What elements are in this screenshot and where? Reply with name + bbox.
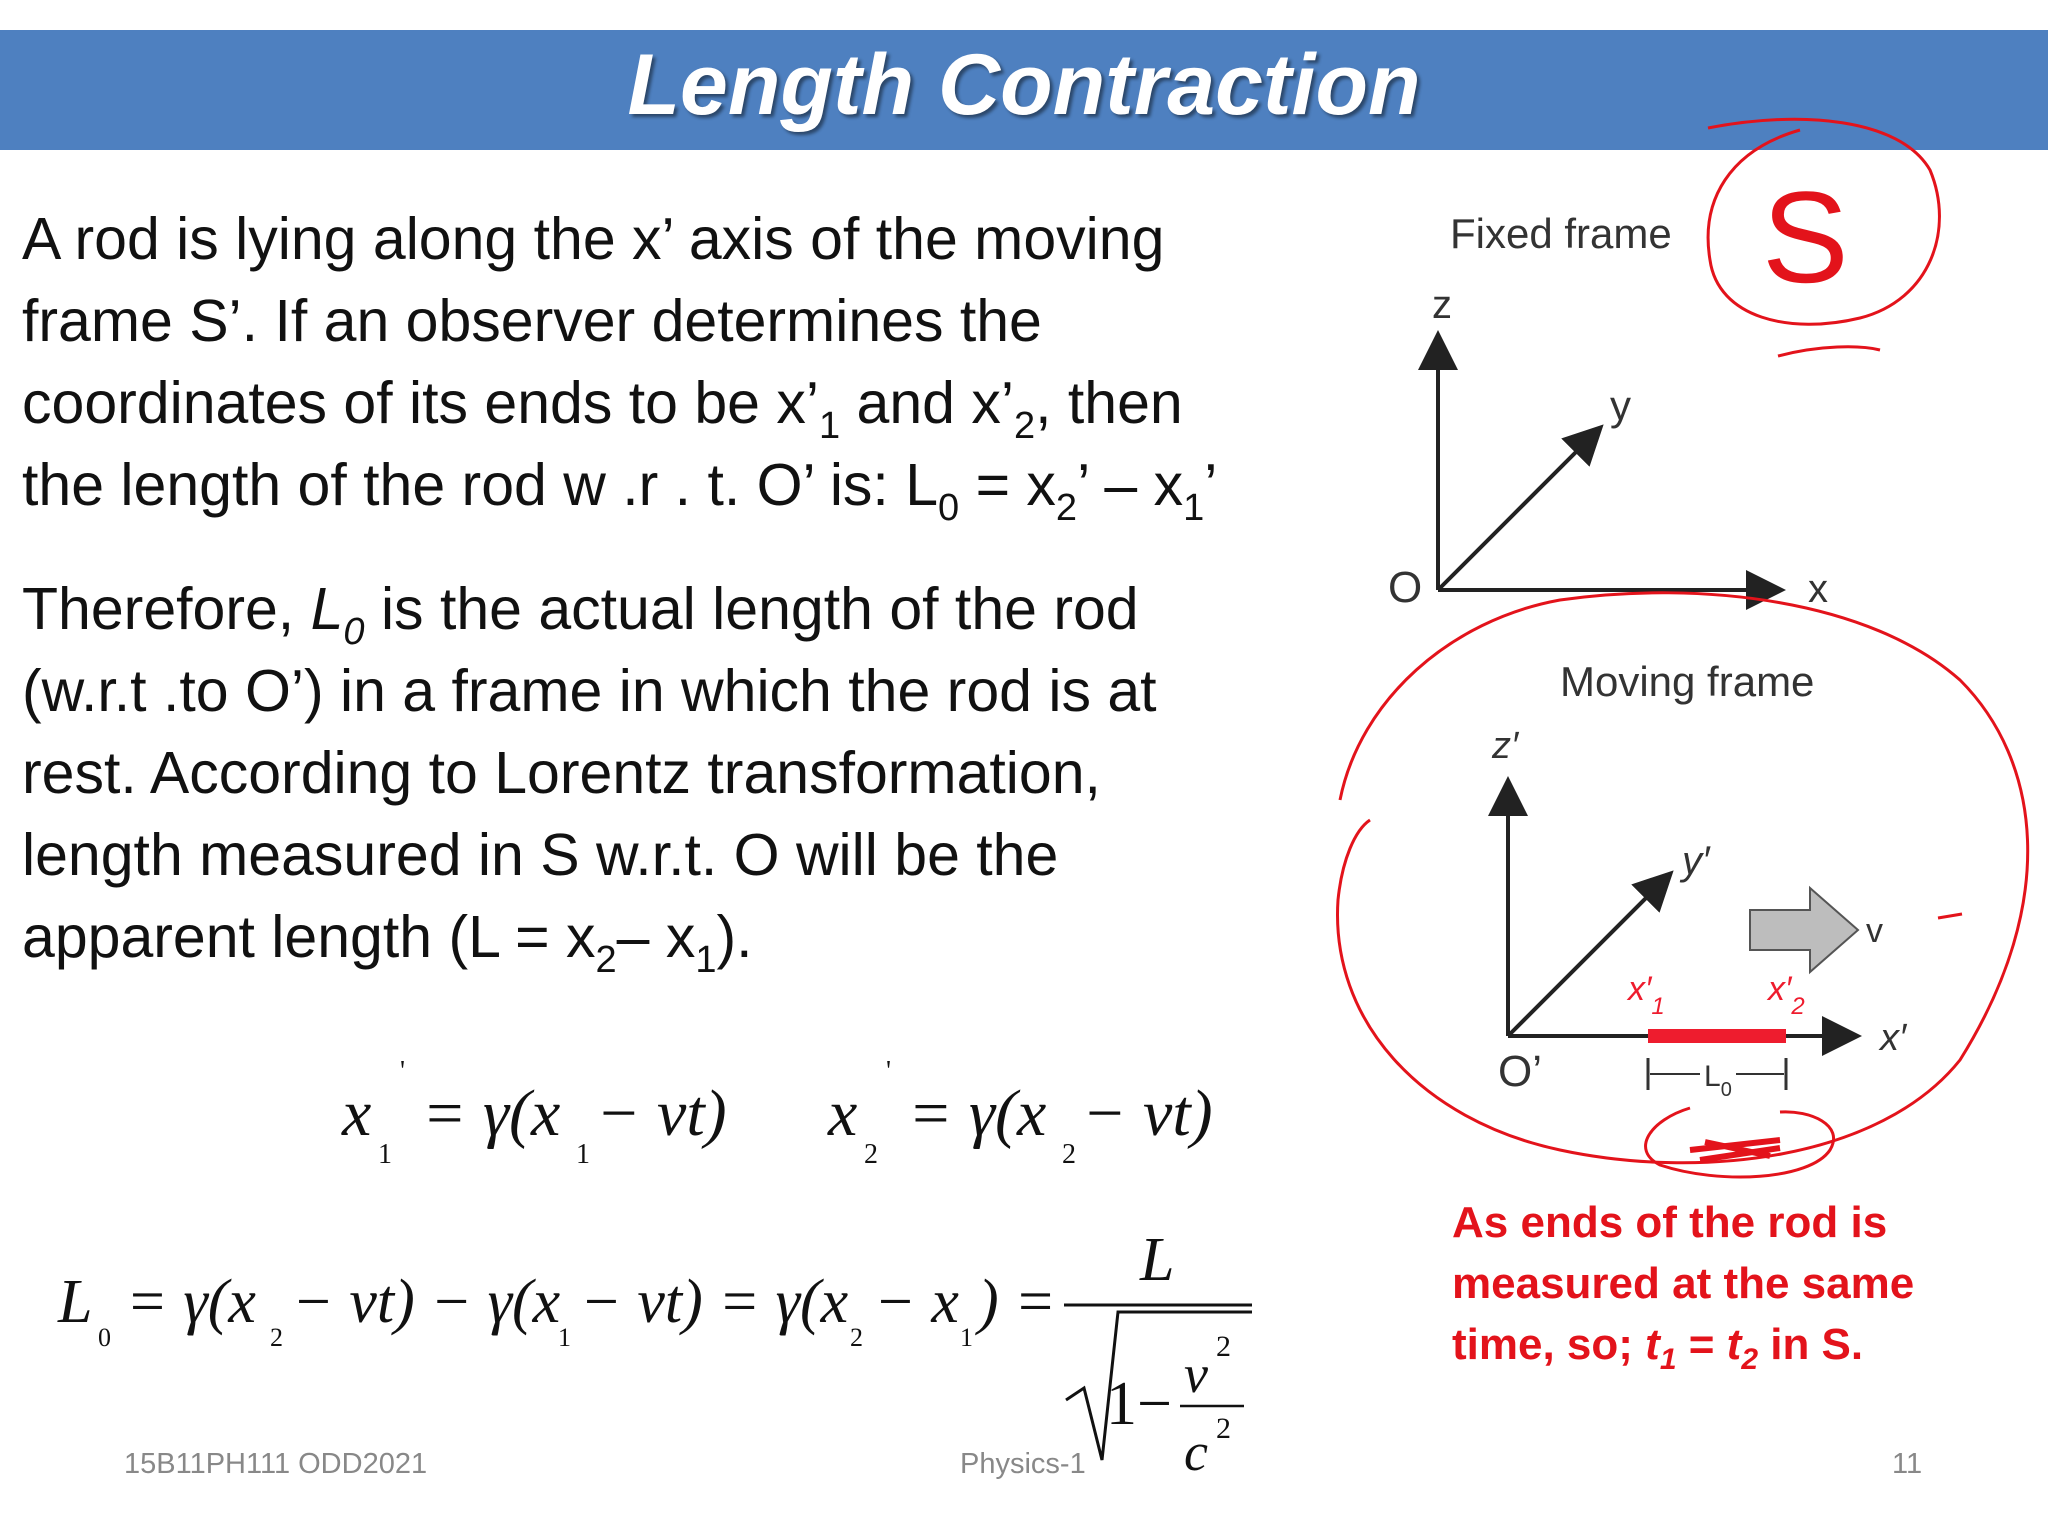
axis-y	[1438, 430, 1598, 590]
text-span: apparent length (L = x	[22, 904, 596, 970]
moving-frame-label: Moving frame	[1560, 658, 1815, 705]
label-subscript: 2	[1791, 993, 1805, 1020]
label-subscript: 1	[1651, 993, 1665, 1020]
eq-subscript: 1	[576, 1139, 590, 1170]
eq-term: ) =	[978, 1268, 1056, 1336]
eq-symbol: x	[828, 1077, 858, 1150]
footer-course: 15B11PH111 ODD2021	[124, 1448, 428, 1480]
subscript: 1	[818, 404, 841, 447]
text-span: coordinates of its ends to be x’	[22, 370, 819, 436]
eq-term: = γ(x	[908, 1077, 1047, 1150]
eq-symbol: c	[1184, 1422, 1208, 1482]
text-span: measured at the same	[1452, 1259, 1915, 1308]
subscript: 2	[1741, 1342, 1758, 1376]
text-span: = x	[959, 452, 1056, 518]
footer-page-number: 11	[1892, 1448, 1923, 1480]
eq-exponent: 2	[1216, 1412, 1231, 1445]
eq-subscript: 2	[864, 1139, 878, 1170]
length-l0-label	[1704, 1060, 1732, 1101]
label-text: x′	[1768, 970, 1792, 1008]
note-line	[1452, 1192, 1972, 1253]
origin-label-o: O	[1388, 563, 1423, 612]
axis-label-y-prime: y′	[1682, 839, 1710, 883]
velocity-arrow-icon	[1750, 888, 1858, 972]
slide-title: Length Contraction	[627, 37, 1421, 133]
text-span: (w.r.t .to O’) in a frame in which the rod is at	[22, 658, 1157, 724]
eq-subscript: 2	[270, 1323, 283, 1352]
subscript: 2	[595, 938, 617, 981]
text-span: ).	[716, 904, 753, 970]
label-text: L	[1704, 1060, 1721, 1093]
eq-symbol: v	[1184, 1344, 1208, 1404]
eq-term: 1−	[1106, 1370, 1172, 1438]
eq-symbol: x	[342, 1077, 372, 1150]
origin-label-o-prime: O’	[1498, 1047, 1542, 1096]
italic-symbol: t	[1726, 1320, 1742, 1369]
subscript: 1	[695, 938, 717, 981]
text-span: ’ – x	[1077, 452, 1184, 518]
eq-prime: '	[400, 1056, 406, 1087]
eq-subscript: 1	[960, 1323, 973, 1352]
text-span: – x	[616, 904, 696, 970]
annotation-dash	[1938, 914, 1962, 918]
velocity-label: v	[1866, 912, 1883, 950]
text-span: , then	[1035, 370, 1183, 436]
text-span: =	[1676, 1320, 1727, 1369]
axis-label-z: z	[1432, 283, 1452, 327]
eq-subscript: 1	[558, 1323, 571, 1352]
annotation-s: S	[1762, 164, 1849, 310]
label-subscript: 0	[1720, 1079, 1732, 1101]
text-span: the length of the rod w .r . t. O’ is: L	[22, 452, 939, 518]
eq-exponent: 2	[1216, 1330, 1231, 1363]
text-span: time, so;	[1452, 1320, 1646, 1369]
eq-subscript: 2	[1062, 1139, 1076, 1170]
eq-term: = γ(x	[126, 1268, 256, 1336]
subscript: 0	[343, 610, 365, 653]
eq-term: − vt)	[1082, 1077, 1213, 1150]
text-span: As ends of the rod is	[1452, 1198, 1888, 1247]
text-span: A rod is lying along the x’ axis of the moving	[22, 206, 1165, 272]
axis-label-x-prime: x′	[1880, 1017, 1907, 1059]
axis-label-z-prime: z′	[1492, 725, 1519, 767]
eq-subscript: 2	[850, 1323, 863, 1352]
eq-numerator: L	[1140, 1226, 1175, 1294]
eq-subscript: 1	[378, 1139, 392, 1170]
italic-symbol: L	[310, 576, 344, 642]
italic-symbol: t	[1645, 1320, 1660, 1369]
subscript: 1	[1183, 486, 1205, 529]
subscript: 0	[938, 486, 960, 529]
eq-symbol: L	[58, 1268, 93, 1336]
eq-term: − vt) − γ(x	[292, 1268, 561, 1336]
red-note	[1452, 1192, 1972, 1375]
note-line	[1452, 1253, 1972, 1314]
eq-prime: '	[886, 1056, 892, 1087]
note-line	[1452, 1314, 1972, 1375]
text-span: rest. According to Lorentz transformation,	[22, 740, 1101, 806]
rod-end-x2-label	[1766, 970, 1805, 1020]
text-span: is the actual length of the rod	[364, 576, 1139, 642]
subscript: 1	[1659, 1342, 1677, 1376]
axis-y-prime	[1508, 876, 1668, 1036]
eq-term: − vt) = γ(x	[580, 1268, 849, 1336]
text-span: in S.	[1758, 1320, 1864, 1369]
subscript: 2	[1055, 486, 1078, 529]
eq-term: = γ(x	[422, 1077, 561, 1150]
fixed-frame-label: Fixed frame	[1450, 210, 1672, 257]
text-span: and x’	[840, 370, 1014, 436]
handwritten-annotations	[1338, 119, 2028, 1177]
subscript: 2	[1013, 404, 1036, 447]
text-span: frame S’. If an observer determines the	[22, 288, 1042, 354]
eq-term: − vt)	[596, 1077, 727, 1150]
text-span: ’	[1204, 452, 1218, 518]
text-span: Therefore,	[22, 576, 311, 642]
axis-label-x: x	[1808, 567, 1828, 611]
eq-term: − x	[874, 1268, 959, 1336]
text-span: length measured in S w.r.t. O will be the	[22, 822, 1059, 888]
footer-subject: Physics-1	[960, 1448, 1086, 1480]
annotation-scribble	[1690, 1140, 1780, 1160]
label-text: x′	[1628, 970, 1652, 1008]
eq-subscript: 0	[98, 1323, 111, 1352]
axis-label-y: y	[1610, 382, 1631, 429]
rod-end-x1-label	[1626, 970, 1665, 1020]
annotation-underline	[1778, 347, 1880, 356]
